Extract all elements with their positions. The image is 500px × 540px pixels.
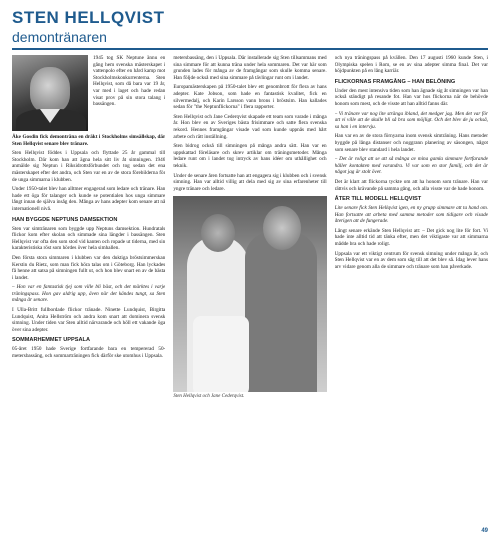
page-number: 49 <box>481 528 488 534</box>
paragraph: Under de senare åren fortsatte han att engagera sig i klubben och i svensk simning. Han var alltid villig att dela med sig av sina erfarenheter till yngre tränare och ledare. <box>173 172 327 192</box>
paragraph: Sten Hellqvist och Jane Cederqvist skapade ett team som varade i många år. Hon blev en av Sveriges bästa frisimmare och satte flera svenska rekord. Hennes framgångar visade vad som kunde uppnås med hårt arbete och rätt inställning. <box>173 113 327 140</box>
paragraph: Under den mest intensiva tiden som han ägnade sig åt simningen var han också ständigt på resande fot. Han var hos flickorna när de behövde honom som mest, och de visste att han alltid fanns där. <box>334 87 488 107</box>
article-subtitle: demontränaren <box>12 29 107 45</box>
paragraph: Den första stora simmaren i klubben var den duktiga bröstsimmerskan Kerstin du Rietz, som man fick höra talas om i Göteborg. Han lyckades få henne att satsa på simningen fullt ut, och hon blev snart en av de bästa i landet. <box>12 254 166 281</box>
duo-photo <box>173 196 326 392</box>
section-heading: SOMMARHEMMET UPPSALA <box>12 337 91 344</box>
section-heading: HAN BYGGDE NEPTUNS DAMSEKTION <box>12 216 118 223</box>
paragraph: Uppsala var ett viktigt centrum för svensk simning under många år, och Sten Hellqvist var en av dem som såg till att det blev så. Idag lever hans arv vidare genom alla de simmare och tränare som han påverkade. <box>334 250 488 270</box>
portrait-block <box>12 55 165 131</box>
intro-paragraph: 1945 tog SK Neptune ännu en gång hem svenska mästerskapet i vattenpolo efter en hård kamp mot Stockholmskonkurrenterna. Sten Hellqvist, som då bara var 19 år, var med i laget och hade redan visat prov på sin stora talang i bassängen. <box>93 55 166 108</box>
quote-paragraph: – Vi tränare var nog lite stränga ibland, det medger jag. Men det var för att vi ville att de skulle bli så bra som möjligt. Och det blev de ju också, sa han i en intervju. <box>334 110 488 130</box>
quote-paragraph: Lite senare fick Sten Hellqvist igen, en ny grupp simmare att ta hand om. Han fortsatte att arbeta med samma metoder som tidigare och visade återigen att de fungerade. <box>334 205 488 225</box>
paragraph: I Ulla-Britt fullbordade flickor tränade. Ninette Lundquist, Birgitta Lundquist, Anita Hellström och andra kom snart att dominera svensk simning. Under tiden var Sten alltid närvarande och höll ett vakande öga över sina adepter. <box>12 307 166 333</box>
paragraph: Långt senare erkände Sten Hellqvist att: – Det gick nog lite för fort. Vi hade inte alltid tid att tänka efter, men det viktigaste var att simmarna mådde bra och hade roligt. <box>334 227 488 248</box>
column-1 <box>12 55 165 540</box>
paragraph: Han var en av de stora förnyarna inom svensk simträning. Hans metoder byggde på långa distanser och noggrann planering av säsongen, något som senare blev standard i hela landet. <box>334 133 488 153</box>
paragraph: Europamästerskapen på 1950-talet blev ett genombrott för flera av hans adepter. Kate Jobson, som hade en fantastisk kvalitet, fick en silvermedalj, och Karin Larsson vann brons i bröstsim. Han kallades sedan för "the Neptunflickorna" i flera rapporter. <box>173 84 327 111</box>
quote-paragraph: – Det är roligt att se att så många av mina gamla simmare fortfarande håller kontakten med varandra. Vi var som en stor familj, och det är något jag är stolt över. <box>334 156 488 176</box>
column-2 <box>173 55 326 540</box>
title-rule <box>12 48 488 50</box>
article-columns <box>12 55 488 540</box>
paragraph: och nya träningspass på kvällen. Den 17 augusti 1960 kunde Sten, i Olympiska spelen i Rom, se en av sina adepter simma final. Det var höjdpunkten på en lång karriär. <box>334 55 488 75</box>
paragraph: Sten bidrog också till simningen på många andra sätt. Han var en uppskattad föreläsare och skrev artiklar om träningsmetoder. Många ledare runt om i landet tog intryck av hans idéer om uthållighet och teknik. <box>173 143 327 169</box>
paragraph: Under 1950-talet blev han alltmer engagerad som ledare och tränare. Han hade ett öga för talanger och kunde se potentialen hos unga simmare långt innan de själva insåg den. Många av hans adepter kom senare att nå internationell nivå. <box>12 186 166 212</box>
paragraph: metersbassäng, den i Uppsala. Där installerade sig Sten tillsammans med sina simmare för att kunna träna under hela sommaren. Det var här som grunden lades för många av de framgångar som skulle komma senare. Han följde också med sina simmare på tävlingar runt om i landet. <box>173 55 327 81</box>
column-3 <box>335 55 488 540</box>
photo-caption: Sten Hellqvist och Jane Cederqvist. <box>173 394 245 400</box>
quote-paragraph: – Hon var en fantastisk tjej som ville bli bäst, och det märktes i varje träningspass. Hon gav aldrig upp, även när det kändes tungt, sa Sten många år senare. <box>12 284 166 304</box>
article-title: STEN HELLQVIST <box>12 8 165 27</box>
section-heading: ÅTER TILL MODELL HELLQVIST <box>334 196 422 203</box>
paragraph: 05-året 1950 hade Sverige fortfarande bara en tempererad 50-metersbassäng, och sommarträningen fick därför ske utomhus i Uppsala. <box>12 346 166 360</box>
portrait-photo <box>12 55 88 131</box>
portrait-caption: Åke Gosdin fick demonträna en dräkt i Stockholms simsällskap, där Sten Hellqvist senare blev tränare. <box>12 134 166 147</box>
paragraph: Sten var simtränaren som byggde upp Neptuns damsektion. Hundratals flickor kom efter skolan och simmade sina längder i bassängen. Sten Hellqvist var ofta den som stod vid kanten och ropade ut tiderna, med sin karakteristiska röst som hördes över hela simhallen. <box>12 225 166 252</box>
section-heading: FLICKORNAS FRAMGÅNG – HAN BELÖNING <box>334 78 456 85</box>
paragraph: Sten Hellqvist föddes i Uppsala och flyttade 25 år gammal till Stockholm. Där kom han att ägna hela sitt liv åt simningen. 1946 anmälde sig Neptun i Riksidrottsförbundet och tog sedan det ena mästerskapet efter det andra, och Sten var en av de stora förebilderna för de unga simmarna i klubben. <box>12 150 166 183</box>
paragraph: Det är klart att flickorna tyckte om att ha honom som tränare. Han var rättvis och krävande på samma gång, och alla visste var de hade honom. <box>334 178 488 192</box>
